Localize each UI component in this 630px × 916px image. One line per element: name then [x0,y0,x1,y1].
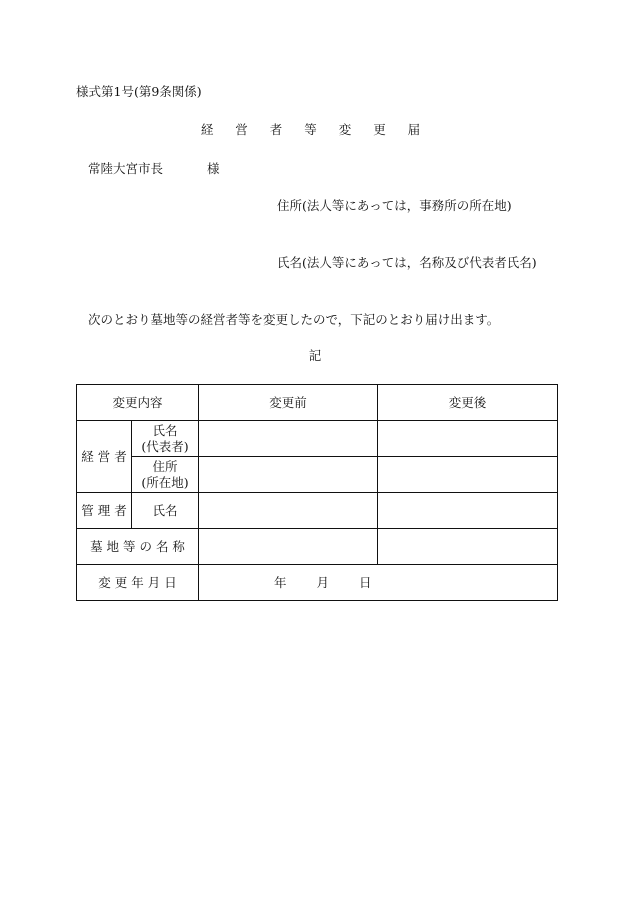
date-day: 日 [359,574,372,590]
manager-address-label [132,457,199,493]
cemetery-name-before-cell[interactable] [199,529,378,565]
table-header-row [77,385,558,421]
cemetery-name-after-cell[interactable] [378,529,558,565]
table-row [77,565,558,601]
manager-name-after-cell[interactable] [378,421,558,457]
applicant-address-label: 住所(法人等にあっては，事務所の所在地) [277,198,512,213]
manager-name-line2: (代表者) [141,438,189,454]
administrator-section-label: 管 理 者 [77,493,132,529]
manager-name-label [132,421,199,457]
table-row [77,529,558,565]
header-change-content: 変更内容 [77,385,199,421]
date-month: 月 [316,574,330,590]
ki-heading: 記 [308,348,322,363]
cemetery-name-label: 墓 地 等 の 名 称 [77,529,199,565]
manager-address-after-cell[interactable] [378,457,558,493]
manager-section-label: 経 営 者 [77,421,132,493]
table-row [77,421,558,457]
intro-text: 次のとおり墓地等の経営者等を変更したので，下記のとおり届け出ます。 [88,312,500,327]
table-row [77,457,558,493]
administrator-after-cell[interactable] [378,493,558,529]
manager-name-before-cell[interactable] [199,421,378,457]
date-year: 年 [274,574,287,590]
honorific: 様 [207,161,220,176]
document-title: 経 営 者 等 変 更 届 [200,122,430,137]
change-table [76,384,558,601]
header-after: 変更後 [378,385,558,421]
administrator-name-label: 氏名 [132,493,199,529]
table-row [77,493,558,529]
manager-name-line1: 氏名 [152,422,178,438]
header-before: 変更前 [199,385,378,421]
manager-address-line1: 住所 [152,458,178,474]
addressee: 常陸大宮市長 [88,161,164,176]
applicant-name-label: 氏名(法人等にあっては，名称及び代表者氏名) [277,255,537,270]
administrator-before-cell[interactable] [199,493,378,529]
change-date-cell[interactable] [199,565,558,601]
manager-address-line2: (所在地) [141,474,189,490]
manager-address-before-cell[interactable] [199,457,378,493]
change-date-label: 変 更 年 月 日 [77,565,199,601]
form-number: 様式第1号(第9条関係) [76,84,202,99]
